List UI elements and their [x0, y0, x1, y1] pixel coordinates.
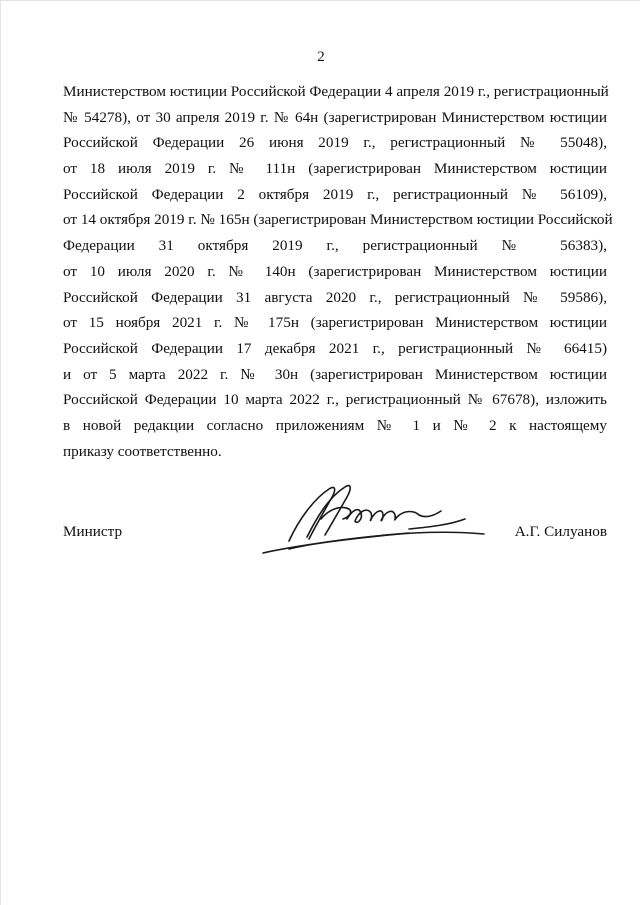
- text-line: приказу соответственно.: [63, 442, 222, 460]
- text-line: от 18 июля 2019 г. № 111н (зарегистрирован Министерством юстиции: [63, 160, 607, 178]
- text-line: Российской Федерации 10 марта 2022 г., регистрационный № 67678), изложить: [63, 391, 607, 409]
- text-line: от 15 ноября 2021 г. № 175н (зарегистрирован Министерством юстиции: [63, 314, 607, 332]
- text-line: № 54278), от 30 апреля 2019 г. № 64н (зарегистрирован Министерством юстиции: [63, 108, 607, 126]
- text-line: Российской Федерации 26 июня 2019 г., регистрационный № 55048),: [63, 134, 607, 152]
- text-line: от 10 июля 2020 г. № 140н (зарегистрирован Министерством юстиции: [63, 262, 607, 280]
- body-paragraph: [63, 79, 613, 464]
- signer-name: А.Г. Силуанов: [514, 523, 607, 540]
- text-line: Российской Федерации 17 декабря 2021 г., регистрационный № 66415): [63, 339, 607, 357]
- signer-position: Министр: [63, 523, 123, 540]
- text-line: Российской Федерации 31 августа 2020 г., регистрационный № 59586),: [63, 288, 607, 306]
- page-number: 2: [317, 49, 325, 65]
- text-line: Федерации 31 октября 2019 г., регистрационный № 56383),: [63, 237, 607, 255]
- text-line: в новой редакции согласно приложениям № 1 и № 2 к настоящему: [63, 416, 607, 434]
- text-line: от 14 октября 2019 г. № 165н (зарегистрирован Министерством юстиции Российской: [63, 211, 613, 229]
- handwritten-signature: [259, 479, 489, 559]
- text-line: Министерством юстиции Российской Федерации 4 апреля 2019 г., регистрационный: [63, 83, 609, 100]
- signature-block: [63, 523, 607, 543]
- text-line: и от 5 марта 2022 г. № 30н (зарегистрирован Министерством юстиции: [63, 365, 607, 383]
- text-line: Российской Федерации 2 октября 2019 г., регистрационный № 56109),: [63, 185, 607, 203]
